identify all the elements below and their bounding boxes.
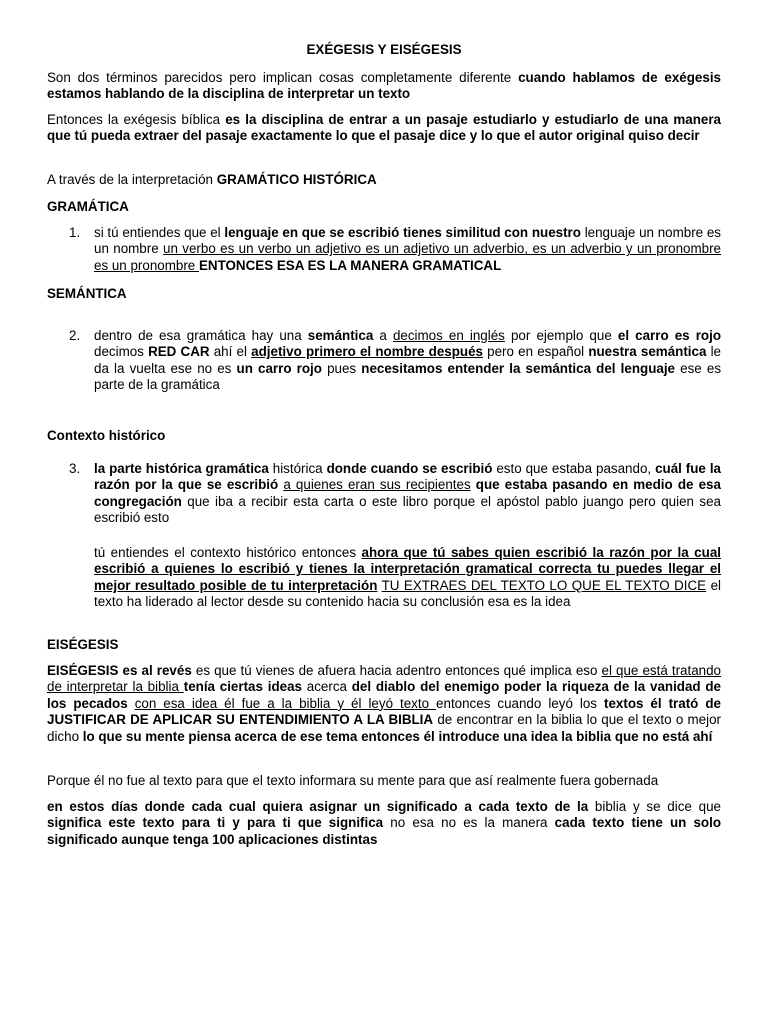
closing-paragraph (47, 799, 721, 848)
text-run: en estos días donde cada cual quiera asignar un significado a cada texto de la (47, 799, 589, 814)
list-item-semantica (94, 328, 721, 394)
exegesis-definition-paragraph (47, 112, 721, 145)
text-run: cuando hablamos de exégesis estamos hablando de la disciplina de interpretar un texto (47, 70, 721, 102)
text-run: significa este texto para ti y para ti que significa (47, 815, 384, 831)
text-run: pero en español (482, 344, 589, 360)
eisegesis-definition-paragraph (47, 663, 721, 745)
heading-gramatica: GRAMÁTICA (47, 199, 129, 214)
list-number-1: 1. (69, 225, 81, 240)
text-run: histórica (268, 461, 327, 476)
text-run: decimos en inglés (392, 328, 505, 343)
heading-eisegesis: EISÉGESIS (47, 637, 119, 652)
text-run: textos él trató de JUSTIFICAR DE APLICAR SU ENTENDIMIENTO A LA BIBLIA (47, 695, 721, 728)
text-run: cuál fue la razón por la que se escribió (94, 461, 721, 493)
text-run: a quienes eran sus recipientes (283, 477, 471, 493)
text-run: GRAMÁTICO HISTÓRICA (216, 172, 377, 187)
text-run: TU EXTRAES DEL TEXTO LO QUE EL TEXTO DICE (381, 577, 707, 593)
text-run: ahí el (209, 344, 252, 360)
text-run: no esa no es la manera (383, 815, 555, 831)
text-run: es la disciplina de entrar a un pasaje estudiarlo y estudiarlo de una manera que tú pueda extraer del pasaje exactamente lo que el pasaje dice y lo que el autor original quiso decir (47, 112, 721, 144)
text-run: cada texto tiene un solo significado aunque tenga 100 aplicaciones distintas (47, 815, 721, 847)
list-item-contexto (94, 461, 721, 527)
text-run: el carro es rojo (617, 328, 722, 343)
text-run: dentro de esa gramática hay una (94, 328, 308, 343)
text-run: Entonces la exégesis bíblica (47, 112, 226, 127)
text-run: si tú entiendes que el (94, 225, 225, 240)
text-run (128, 696, 135, 711)
text-run: lo que su mente piensa acerca de ese tema entonces él introduce una idea la biblia que no está ahí (82, 728, 713, 744)
text-run: ahora que tú sabes quien escribió la razón por la cual escribió a quienes lo escribió y tienes la interpretación gramatical correcta tu puedes llegar el mejor resultado posible de tu interpretación (94, 545, 721, 593)
document-title: EXÉGESIS Y EISÉGESIS (306, 42, 462, 57)
text-run: adjetivo primero el nombre después (251, 344, 483, 360)
text-run: con esa idea él fue a la biblia y él leyó texto (134, 695, 437, 711)
heading-semantica: SEMÁNTICA (47, 286, 127, 301)
text-run: un carro rojo (236, 360, 322, 376)
list-number-2: 2. (69, 328, 81, 343)
text-run: necesitamos entender la semántica del lenguaje (361, 360, 675, 376)
intro-paragraph (47, 70, 721, 103)
text-run: decimos (94, 344, 149, 360)
heading-contexto-historico: Contexto histórico (47, 428, 166, 443)
interpretation-method-paragraph (47, 172, 721, 188)
text-run: lenguaje un nombre es un nombre (94, 225, 721, 257)
text-run: que iba a recibir esta carta o este libro porque el apóstol pablo juango pero quien sea escribió esto (94, 493, 721, 526)
text-run: de encontrar en la biblia lo que el texto o mejor dicho (47, 712, 721, 744)
governed-mind-paragraph (47, 773, 721, 789)
text-run: es que tú vienes de afuera hacia adentro entonces qué implica eso (191, 663, 602, 678)
text-run: por ejemplo que (504, 328, 618, 343)
text-run: el texto ha liderado al lector desde su contenido hacia su conclusión esa es la idea (94, 577, 721, 610)
text-run: nuestra semántica (588, 344, 707, 360)
text-run: del diablo del enemigo poder la riqueza de la vanidad de los pecados (47, 679, 721, 711)
text-run: ese es parte de la gramática (94, 360, 722, 393)
text-run: entonces cuando leyó los (436, 695, 604, 711)
text-run: acerca (301, 679, 352, 695)
text-run: que estaba pasando en medio de esa congregación (94, 477, 721, 509)
text-run: ENTONCES ESA ES LA MANERA GRAMATICAL (198, 257, 502, 273)
text-run: el que está tratando de interpretar la biblia (47, 663, 722, 695)
list-item-gramatica (94, 225, 721, 274)
text-run: tenía ciertas ideas (183, 679, 302, 695)
text-run: lenguaje en que se escribió tienes similitud con nuestro (224, 225, 581, 240)
text-run: EISÉGESIS es al revés (47, 663, 192, 678)
text-run: le da la vuelta ese no es (94, 344, 722, 376)
text-run: la parte histórica gramática (94, 461, 269, 476)
text-run: A través de la interpretación (47, 172, 217, 187)
text-run: pues (321, 360, 362, 376)
text-run: semántica (307, 328, 374, 343)
list-number-3: 3. (69, 461, 81, 476)
text-run: tú entiendes el contexto histórico entonces (94, 545, 362, 560)
text-run: a (373, 328, 393, 343)
contexto-conclusion-paragraph (94, 545, 721, 611)
text-run: esto que estaba pasando, (492, 461, 656, 476)
text-run: RED CAR (148, 344, 210, 360)
text-run: Son dos términos parecidos pero implican cosas completamente diferente (47, 70, 519, 85)
text-run: Porque él no fue al texto para que el texto informara su mente para que así realmente fuera gobernada (47, 773, 659, 788)
text-run: donde cuando se escribió (326, 461, 493, 476)
text-run: un verbo es un verbo un adjetivo es un adjetivo un adverbio, es un adverbio y un pronombre es un pronombre (94, 241, 721, 273)
text-run: biblia y se dice que (588, 799, 721, 814)
